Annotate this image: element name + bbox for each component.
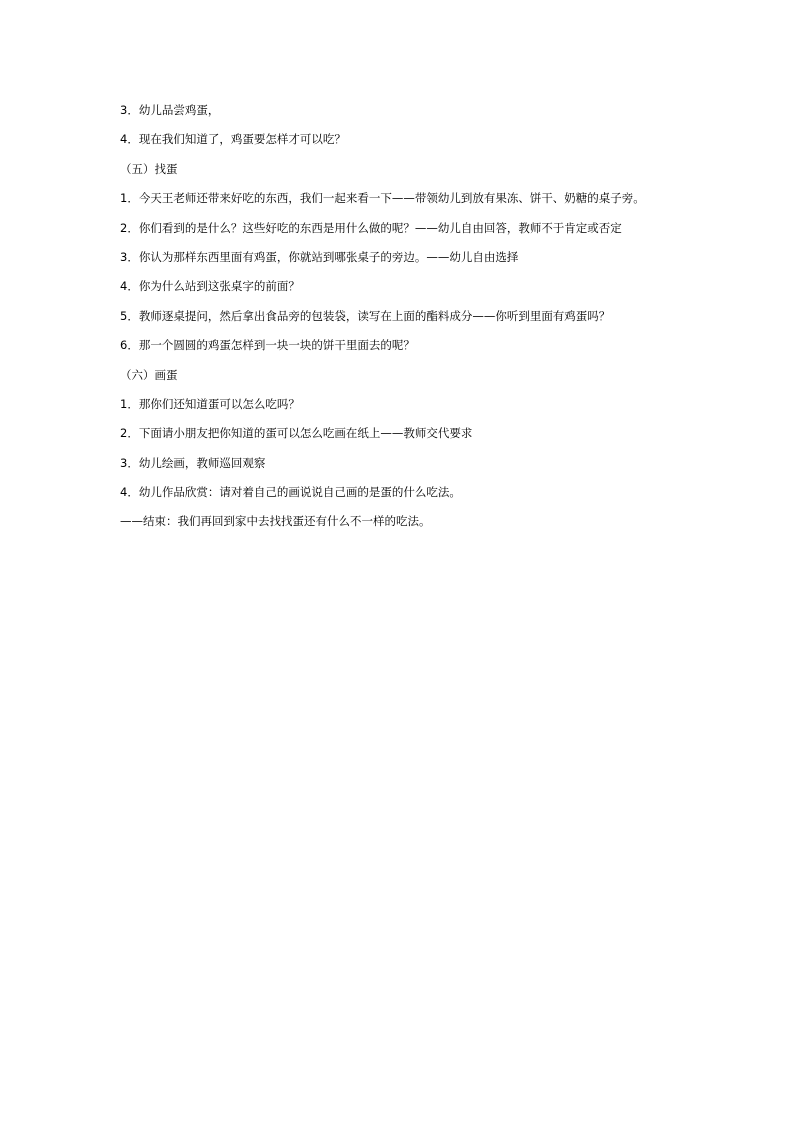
step-line: 2．你们看到的是什么？这些好吃的东西是用什么做的呢？——幼儿自由回答，教师不于肯定或否定 [120, 220, 622, 235]
document-body [120, 101, 680, 542]
step-line: 3．幼儿绘画，教师巡回观察 [120, 455, 266, 470]
step-line: 4．幼儿作品欣赏：请对着自己的画说说自己画的是蛋的什么吃法。 [120, 485, 461, 500]
section-heading: （五）找蛋 [120, 161, 178, 176]
step-line: 2．下面请小朋友把你知道的蛋可以怎么吃画在纸上——教师交代要求 [120, 426, 473, 441]
closing-line: ——结束：我们再回到家中去找找蛋还有什么不一样的吃法。 [120, 514, 431, 529]
step-line: 5．教师逐桌提问，然后拿出食品旁的包装袋，读写在上面的酯料成分——你听到里面有鸡蛋吗？ [120, 308, 611, 323]
step-line: 1．今天王老师还带来好吃的东西，我们一起来看一下——带领幼儿到放有果冻、饼干、奶糖的桌子旁。 [120, 191, 645, 206]
step-line: 4．你为什么站到这张桌字的前面？ [120, 279, 300, 294]
step-line: 4．现在我们知道了，鸡蛋要怎样才可以吃？ [120, 132, 346, 147]
step-line: 1．那你们还知道蛋可以怎么吃吗？ [120, 396, 300, 411]
section-heading: （六）画蛋 [120, 367, 178, 382]
step-line: 3．幼儿品尝鸡蛋， [120, 103, 220, 117]
step-line: 3．你认为那样东西里面有鸡蛋，你就站到哪张桌子的旁边。——幼儿自由选择 [120, 249, 519, 264]
step-line: 6．那一个圆圆的鸡蛋怎样到一块一块的饼干里面去的呢？ [120, 338, 415, 353]
